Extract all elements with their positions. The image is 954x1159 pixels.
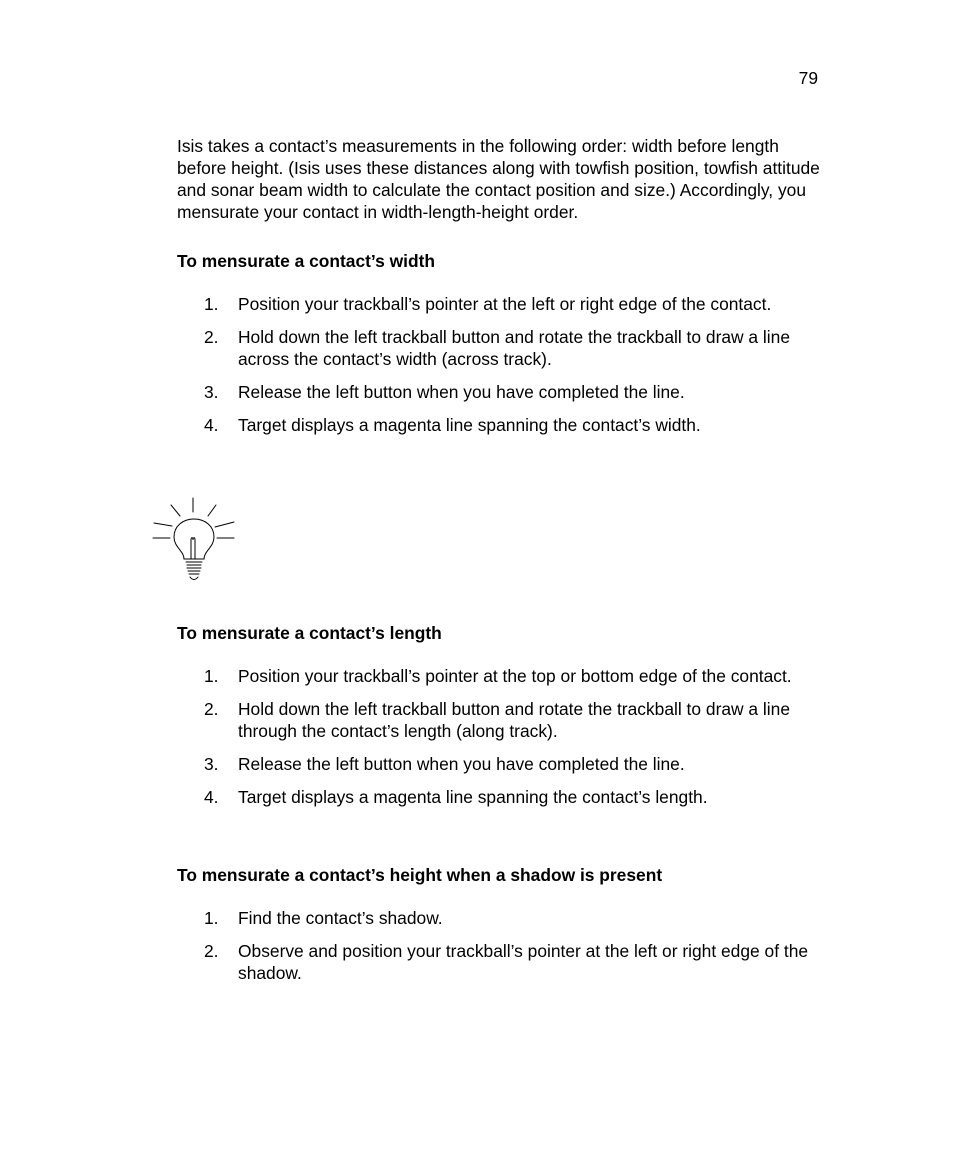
step-text: Target displays a magenta line spanning the contact’s length. [238,787,708,807]
step-number: 2. [204,941,219,961]
step-number: 2. [204,699,219,719]
list-item [200,293,820,315]
step-text: Position your trackball’s pointer at the top or bottom edge of the contact. [238,666,792,686]
list-item [200,753,820,775]
step-number: 4. [204,787,219,807]
section-heading-height: To mensurate a contact’s height when a shadow is present [177,865,663,885]
step-text: Find the contact’s shadow. [238,908,443,928]
step-text: Position your trackball’s pointer at the left or right edge of the contact. [238,294,772,314]
list-item [200,414,820,436]
list-item [200,698,820,742]
page-number: 79 [798,68,818,88]
list-item [200,786,820,808]
section-heading-width: To mensurate a contact’s width [177,251,436,271]
step-text: Hold down the left trackball button and rotate the trackball to draw a line across the contact’s width (across track). [238,327,790,369]
lightbulb-icon [150,495,240,585]
step-text: Release the left button when you have completed the line. [238,382,685,402]
section-heading-length: To mensurate a contact’s length [177,623,442,643]
list-item [200,381,820,403]
step-number: 1. [204,908,219,928]
step-number: 3. [204,382,219,402]
intro-paragraph: Isis takes a contact’s measurements in the following order: width before length before height. (Isis uses these distances along with towfish position, towfish attitude and sonar beam width to calculate the contact position and size.) Accordingly, you mensurate your contact in width-length-height order. [177,136,820,222]
step-number: 1. [204,666,219,686]
height-steps-list [200,907,820,995]
list-item [200,907,820,929]
step-text: Target displays a magenta line spanning the contact’s width. [238,415,701,435]
list-item [200,326,820,370]
step-text: Observe and position your trackball’s pointer at the left or right edge of the shadow. [238,941,809,983]
step-text: Release the left button when you have completed the line. [238,754,685,774]
width-steps-list [200,293,820,447]
step-number: 3. [204,754,219,774]
list-item [200,940,820,984]
step-number: 1. [204,294,219,314]
step-text: Hold down the left trackball button and rotate the trackball to draw a line through the contact’s length (along track). [238,699,790,741]
step-number: 2. [204,327,219,347]
list-item [200,665,820,687]
length-steps-list [200,665,820,819]
step-number: 4. [204,415,219,435]
